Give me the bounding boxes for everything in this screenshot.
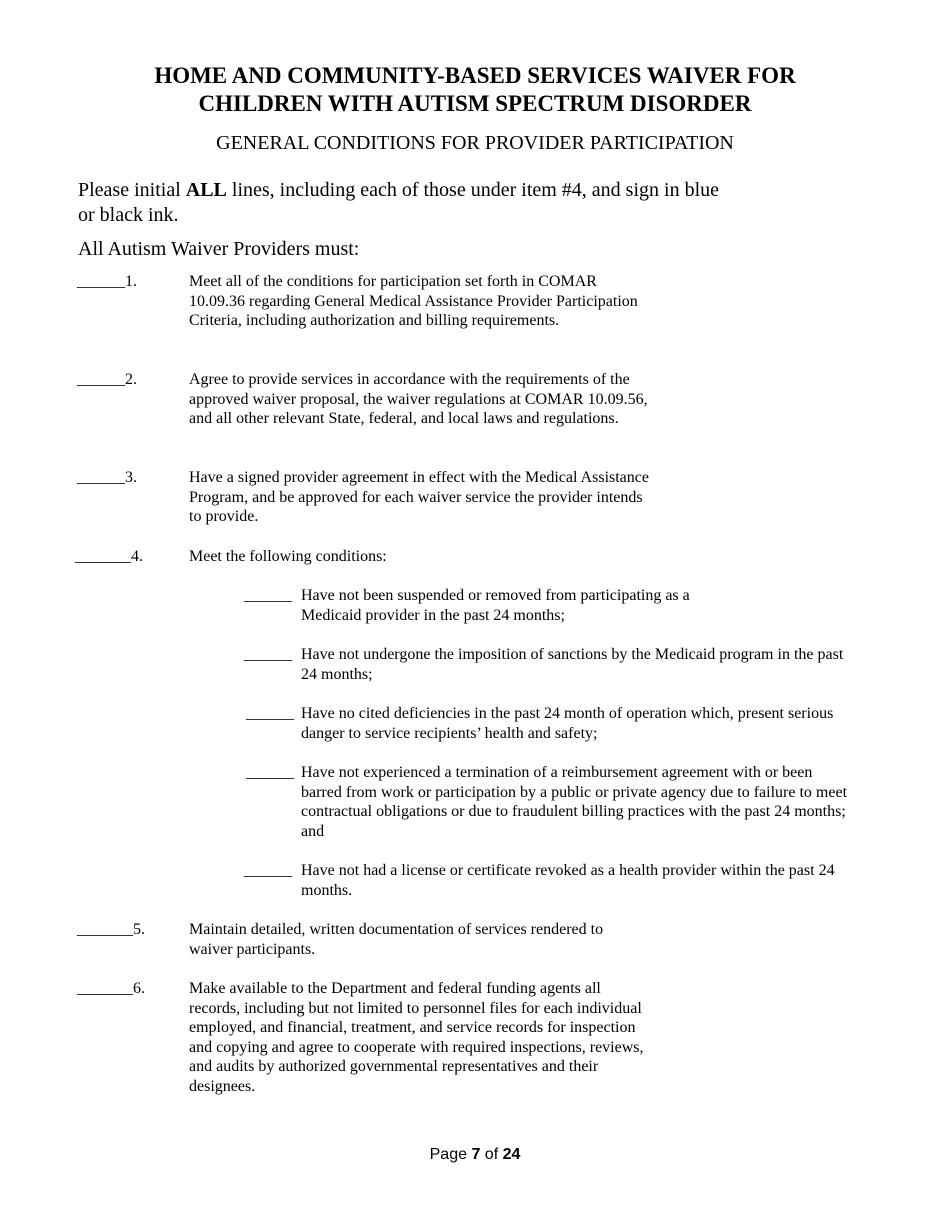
document-subtitle: GENERAL CONDITIONS FOR PROVIDER PARTICIPATION <box>216 132 734 154</box>
item-4-text: Meet the following conditions: <box>189 548 387 565</box>
lead-in: All Autism Waiver Providers must: <box>78 238 360 260</box>
subitem-1-text: Have not been suspended or removed from participating as a Medicaid provider in the past 24 months; <box>301 587 690 624</box>
instructions <box>78 178 728 228</box>
item-5-initial-line[interactable]: _______5. <box>77 921 145 938</box>
subitem-4-initial-line[interactable]: ______ <box>246 764 294 781</box>
subitem-5-initial-line[interactable]: ______ <box>244 862 292 879</box>
instructions-text: Please initial <box>78 179 186 201</box>
instructions-emphasis: ALL <box>185 179 227 201</box>
item-4-initial-line[interactable]: _______4. <box>75 548 143 565</box>
subitem-2-initial-line[interactable]: ______ <box>244 646 292 663</box>
instructions-text-rest: lines, including each of those under item #4, and sign in blue or black ink. <box>78 179 720 226</box>
subitem-3-text: Have no cited deficiencies in the past 24 month of operation which, present serious danger to service recipients’ health and safety; <box>301 705 834 742</box>
item-3-initial-line[interactable]: ______3. <box>77 469 137 486</box>
item-2-initial-line[interactable]: ______2. <box>77 371 137 388</box>
subitem-5-text: Have not had a license or certificate revoked as a health provider within the past 24 months. <box>301 862 835 899</box>
page-number <box>0 1146 950 1164</box>
document-title-line-2: CHILDREN WITH AUTISM SPECTRUM DISORDER <box>198 91 752 116</box>
item-3-text: Have a signed provider agreement in effect with the Medical Assistance Program, and be approved for each waiver service the provider intends to provide. <box>189 469 649 525</box>
item-5-text: Maintain detailed, written documentation of services rendered to waiver participants. <box>189 921 604 958</box>
page-number-total: 24 <box>502 1146 521 1163</box>
page-number-current: 7 <box>471 1146 481 1163</box>
page-number-middle: of <box>480 1146 503 1163</box>
subitem-4-text: Have not experienced a termination of a reimbursement agreement with or been barred from work or participation by a public or private agency due to failure to meet contractual obligations or due to fraudulent billing practices with the past 24 months; and <box>301 764 848 840</box>
subitem-3-initial-line[interactable]: ______ <box>246 705 294 722</box>
item-1-text: Meet all of the conditions for participation set forth in COMAR 10.09.36 regarding General Medical Assistance Provider Participation Criteria, including authorization and billing requirements. <box>189 273 638 329</box>
page-number-prefix: Page <box>429 1146 472 1163</box>
subitem-1-initial-line[interactable]: ______ <box>244 587 292 604</box>
item-1-initial-line[interactable]: ______1. <box>77 273 137 290</box>
item-6-initial-line[interactable]: _______6. <box>77 980 145 997</box>
item-6-text: Make available to the Department and federal funding agents all records, including but not limited to personnel files for each individual employed, and financial, treatment, and service records for inspection and copying and agree to cooperate with required inspections, reviews, and audits by authorized governmental representatives and their designees. <box>189 980 644 1095</box>
document-title-line-1: HOME AND COMMUNITY-BASED SERVICES WAIVER FOR <box>154 63 796 88</box>
subitem-2-text: Have not undergone the imposition of sanctions by the Medicaid program in the past 24 months; <box>301 646 844 683</box>
item-2-text: Agree to provide services in accordance with the requirements of the approved waiver proposal, the waiver regulations at COMAR 10.09.56, and all other relevant State, federal, and local laws and regulations. <box>189 371 648 427</box>
